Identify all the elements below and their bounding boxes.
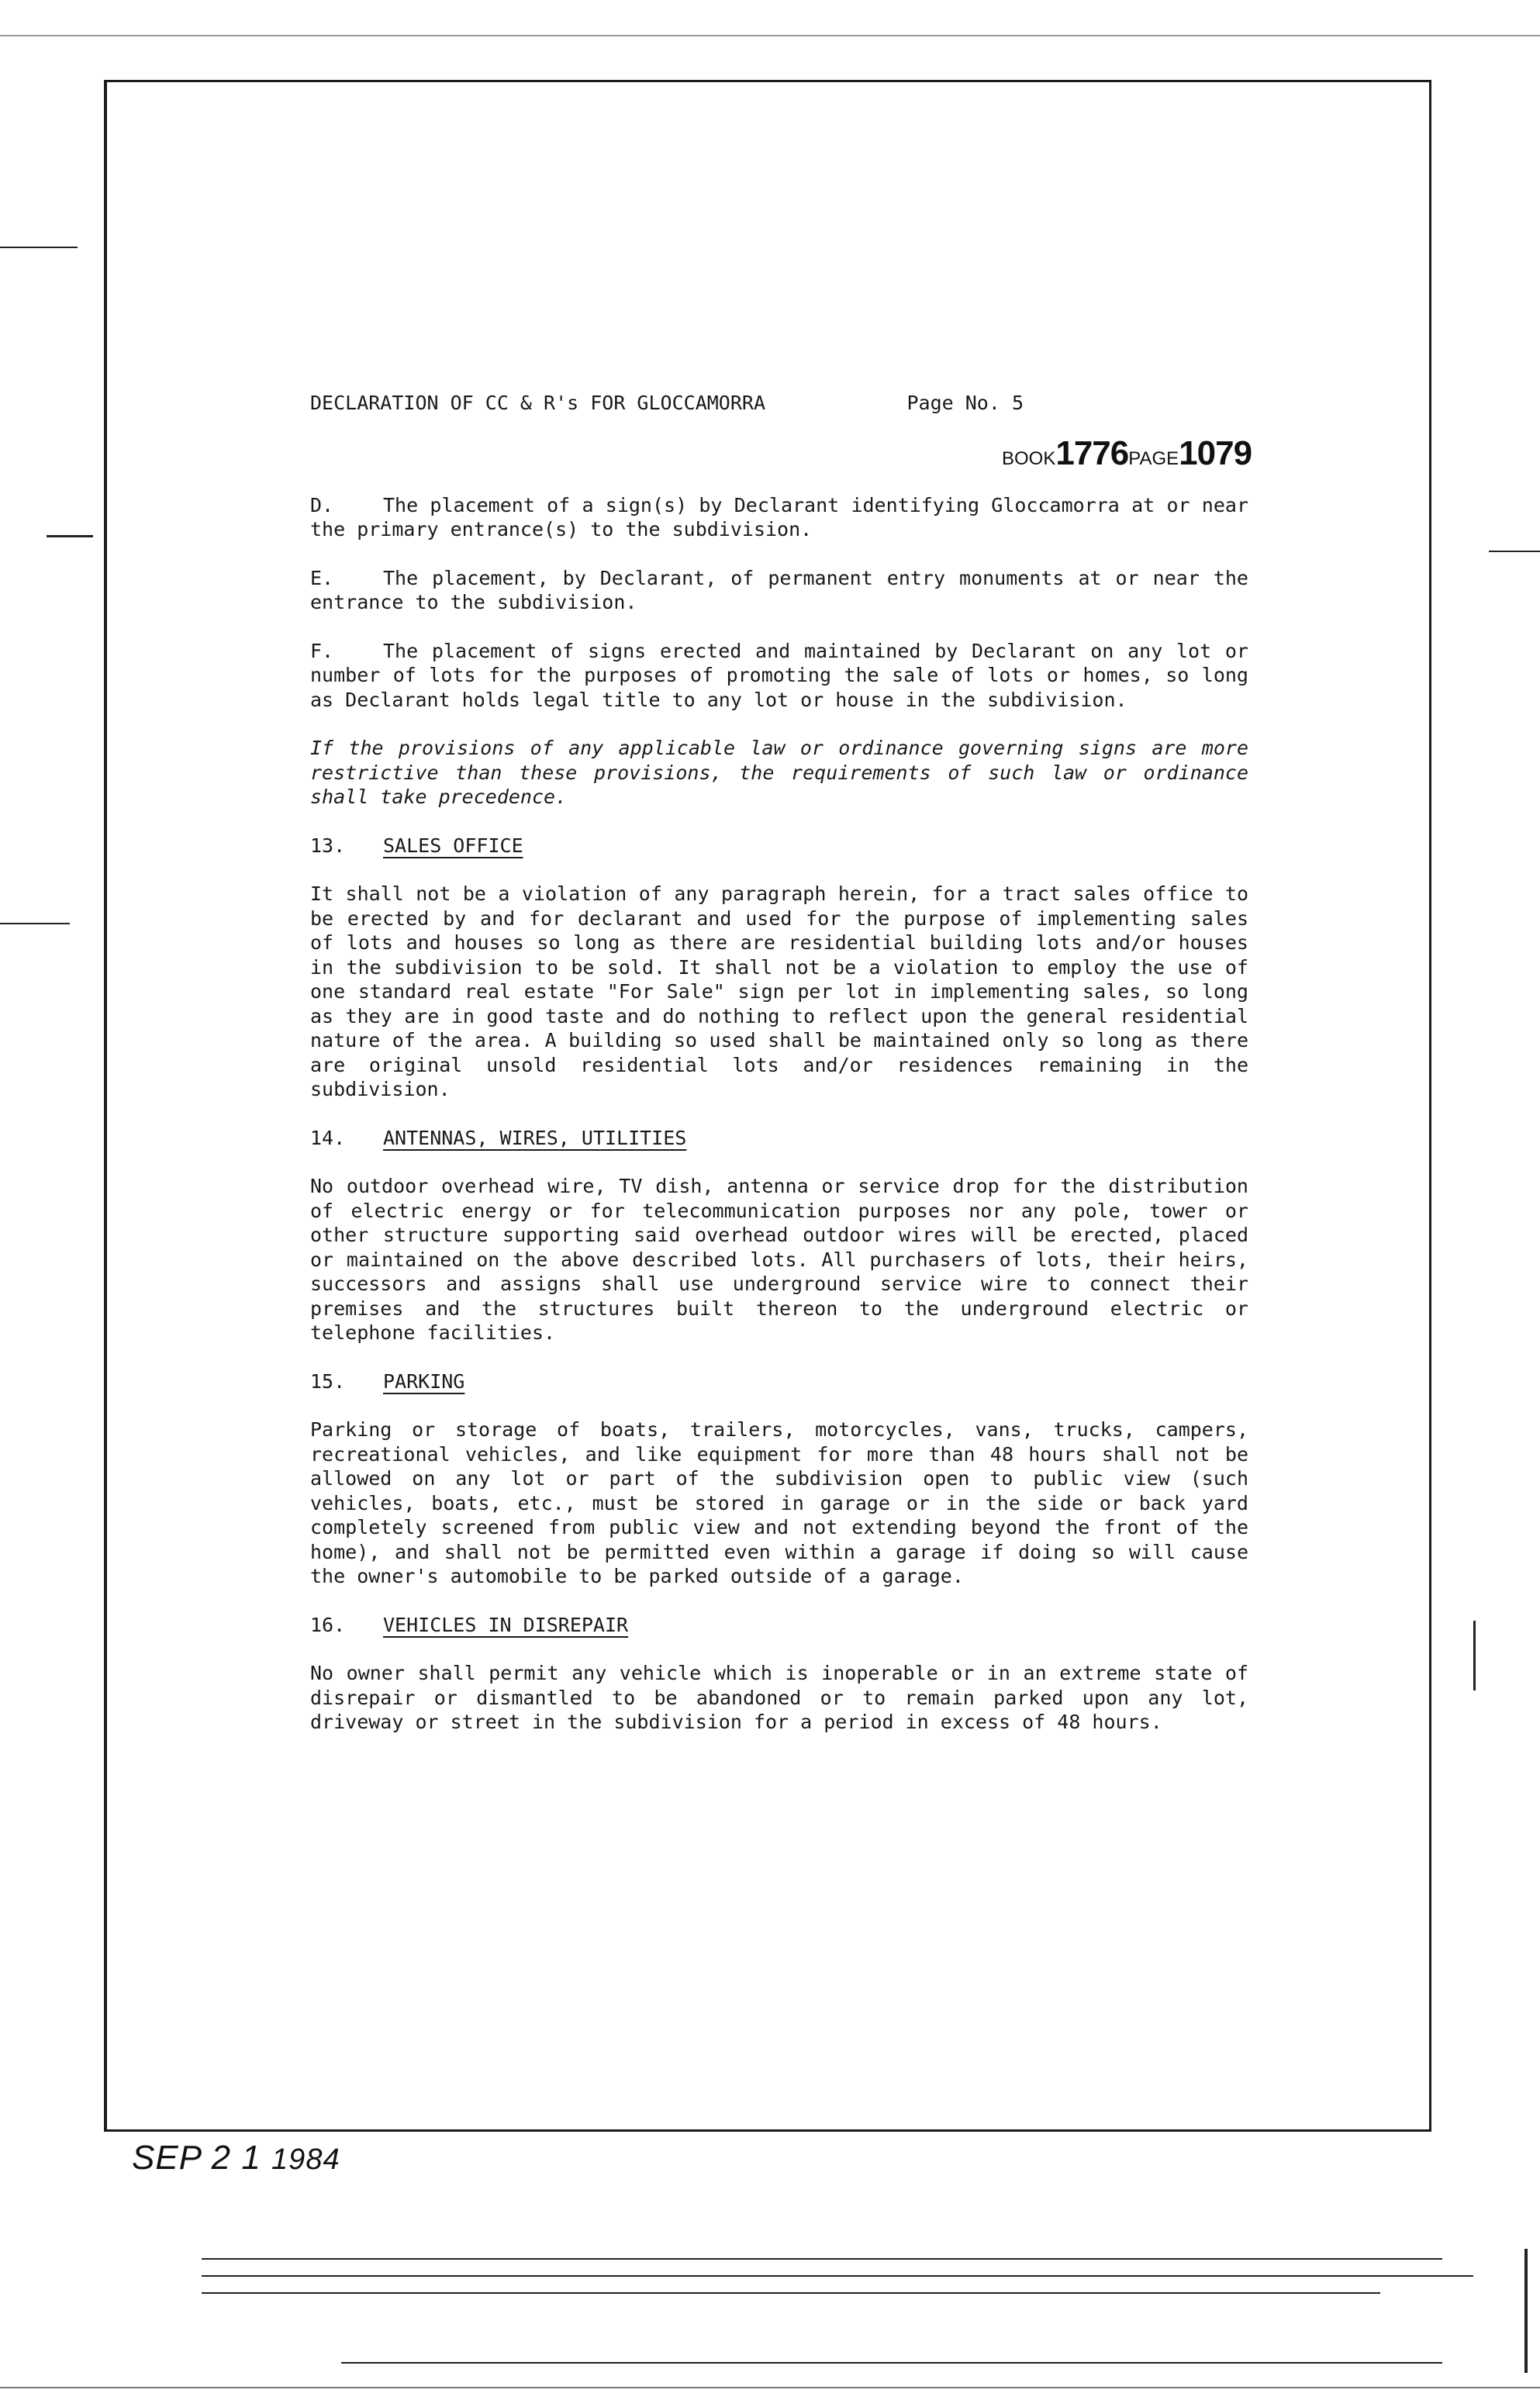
paragraph-f: [310, 639, 1248, 713]
section-title: ANTENNAS, WIRES, UTILITIES: [383, 1126, 687, 1149]
section-number: 13.: [310, 834, 346, 857]
paragraph-e-text: The placement, by Declarant, of permanent entry monuments at or near the entrance to the subdivision.: [310, 566, 1248, 613]
right-margin-mark: [1473, 1621, 1476, 1690]
paragraph-d: [310, 493, 1248, 542]
page-label: PAGE: [1128, 448, 1179, 469]
bottom-rule: [202, 2275, 1473, 2277]
top-scan-line: [0, 35, 1540, 36]
right-margin-mark: [1489, 551, 1540, 552]
section-title: VEHICLES IN DISREPAIR: [383, 1613, 629, 1636]
bottom-rule: [202, 2258, 1442, 2260]
paragraph-e-lead: E.: [310, 566, 334, 589]
bottom-rule: [0, 2387, 1540, 2388]
page-number-label: Page No. 5: [906, 392, 1024, 414]
page-header: [310, 391, 1024, 416]
section-text-15: Parking or storage of boats, trailers, motorcycles, vans, trucks, campers, recreational vehicles, and like equipment for more than 48 hours shall not be allowed on any lot or part of the subdivision open to public view (such vehicles, boats, etc., must be stored in garage or in the side or back yard completely screened from public view and not extending beyond the front of the home), and shall not be permitted even within a garage if doing so will cause the owner's automobile to be parked outside of a garage.: [310, 1418, 1248, 1587]
section-text-13: It shall not be a violation of any paragraph herein, for a tract sales office to be erected by and for declarant and used for the purpose of implementing sales of lots and houses so long as there are residential building lots and/or houses in the subdivision to be sold. It shall not be a violation to employ the use of one standard real estate "For Sale" sign per lot in implementing sales, so long as they are in good taste and do nothing to reflect upon the general residential nature of the area. A building so used shall be maintained only so long as there are original unsold residential lots and/or residences remaining in the subdivision.: [310, 882, 1248, 1100]
date-stamp-text: SEP 2 1: [132, 2139, 261, 2177]
left-margin-mark: [0, 923, 70, 924]
section-number: 14.: [310, 1126, 346, 1149]
bottom-rule: [341, 2362, 1442, 2364]
section-number: 16.: [310, 1613, 346, 1636]
law-note-paragraph: If the provisions of any applicable law or ordinance governing signs are more restrictive than these provisions, the requirements of such law or ordinance shall take precedence.: [310, 737, 1248, 808]
section-text-14: No outdoor overhead wire, TV dish, antenna or service drop for the distribution of electric energy or for telecommunication purposes nor any pole, tower or other structure supporting said overhead outdoor wires will be erected, placed or maintained on the above described lots. All purchasers of lots, their heirs, successors and assigns shall use underground service wire to connect their premises and the structures built thereon to the underground electric or telephone facilities.: [310, 1175, 1248, 1344]
document-body: [310, 391, 1248, 1759]
paragraph-d-lead: D.: [310, 493, 334, 516]
left-margin-mark: [0, 247, 78, 248]
section-number: 15.: [310, 1369, 346, 1393]
paragraph-d-text: The placement of a sign(s) by Declarant identifying Gloccamorra at or near the primary entrance(s) to the subdivision.: [310, 493, 1248, 540]
left-margin-mark: [47, 535, 93, 537]
bottom-rule: [202, 2292, 1380, 2294]
paragraph-e: [310, 566, 1248, 615]
section-title: SALES OFFICE: [383, 834, 523, 857]
book-number: 1776: [1055, 434, 1129, 472]
section-heading-16: [310, 1613, 1248, 1638]
section-heading-13: [310, 834, 1248, 858]
paragraph-f-text: The placement of signs erected and maintained by Declarant on any lot or number of lots for the purposes of promoting the sale of lots or homes, so long as Declarant holds legal title to any lot or house in the subdivision.: [310, 639, 1248, 711]
section-title: PARKING: [383, 1369, 465, 1393]
section-heading-14: [310, 1126, 1248, 1151]
paragraph-f-lead: F.: [310, 639, 334, 662]
section-text-16: No owner shall permit any vehicle which is inoperable or in an extreme state of disrepair or dismantled to be abandoned or to remain parked upon any lot, driveway or street in the subdivision for a period in excess of 48 hours.: [310, 1662, 1248, 1733]
book-label: BOOK: [1002, 448, 1056, 469]
right-margin-mark: [1524, 2249, 1528, 2373]
section-heading-15: [310, 1369, 1248, 1394]
date-stamp-year: 1984: [271, 2143, 340, 2176]
document-title: DECLARATION OF CC & R's FOR GLOCCAMORRA: [310, 392, 765, 414]
date-stamp: [132, 2139, 340, 2177]
page-number: 1079: [1179, 434, 1252, 472]
